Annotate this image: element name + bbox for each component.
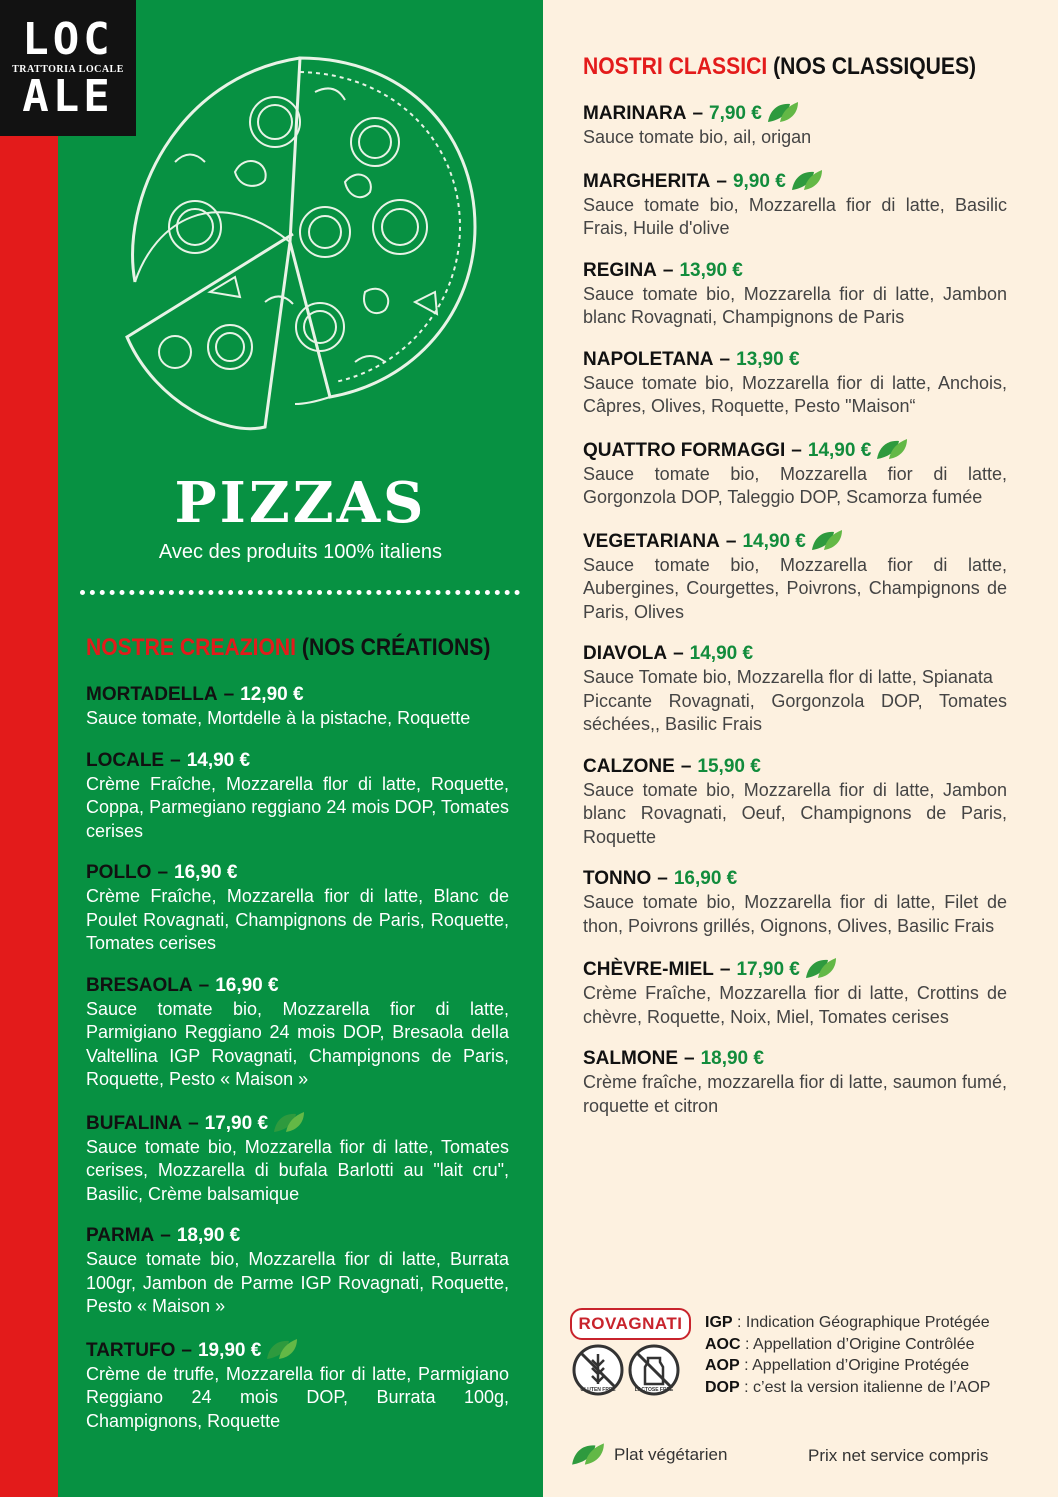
pizza-description: Crème de truffe, Mozzarella fior di latte, Parmigiano Reggiano 24 mois DOP, Burrata 100g, Champignons, Roquette	[86, 1363, 509, 1431]
right-section-title	[583, 53, 976, 81]
pizza-description: Sauce tomate bio, Mozzarella fior di latte, Basilic Frais, Huile d'olive	[583, 194, 1007, 238]
menu-item	[583, 100, 1007, 150]
menu-item-header	[86, 1224, 509, 1248]
pizza-price: 15,90 €	[697, 755, 761, 777]
pizza-name: POLLO	[86, 862, 152, 883]
menu-item-header	[583, 642, 1007, 666]
pizza-price: 19,90 €	[197, 1339, 262, 1361]
pizza-description: Crème fraîche, mozzarella fior di latte, saumon fumé, roquette et citron	[583, 1072, 1007, 1116]
menu-item	[583, 437, 1007, 510]
pizza-name: SALMONE	[583, 1048, 678, 1069]
dash: –	[181, 1339, 192, 1361]
legend-text: : Appellation d’Origine Protégée	[739, 1357, 970, 1374]
leaf-icon	[570, 1440, 606, 1468]
pizza-name: CALZONE	[583, 755, 675, 777]
pizza-price: 13,90 €	[679, 259, 743, 281]
dash: –	[188, 1112, 199, 1134]
left-section-title	[86, 634, 490, 662]
pizza-price: 16,90 €	[215, 974, 279, 996]
pizza-price: 18,90 €	[700, 1048, 764, 1069]
pizza-name: TONNO	[583, 868, 652, 889]
pizza-description: Sauce tomate bio, ail, origan	[583, 127, 812, 147]
menu-item	[86, 861, 509, 956]
leaf-icon	[810, 528, 844, 552]
pizza-price: 13,90 €	[736, 348, 800, 370]
menu-item-header	[86, 749, 509, 773]
logo-line2: ALE	[22, 71, 114, 122]
dash: –	[170, 749, 181, 771]
dash: –	[157, 862, 169, 883]
pizza-price: 7,90 €	[709, 103, 762, 124]
menu-item-header	[583, 168, 1007, 194]
menu-item-header	[86, 861, 509, 885]
pizza-name: MORTADELLA	[86, 684, 218, 705]
dash: –	[684, 1048, 695, 1069]
menu-item	[583, 642, 1007, 737]
pizza-name: NAPOLETANA	[583, 348, 714, 370]
leaf-icon	[875, 437, 909, 461]
pizza-name: MARINARA	[583, 103, 687, 124]
menu-item	[583, 1047, 1007, 1118]
menu-item	[583, 348, 1007, 419]
pizza-description: Sauce Tomate bio, Mozzarella flor di latte, Spianata Piccante Rovagnati, Gorgonzola DOP, Tomates séchées,, Basilic Frais	[583, 667, 1007, 734]
left-menu-list	[86, 683, 509, 1451]
right-menu-list	[583, 100, 1007, 1136]
dash: –	[198, 974, 210, 996]
menu-item	[583, 259, 1007, 330]
rovagnati-logo	[570, 1308, 691, 1340]
pizza-description: Sauce tomate bio, Mozzarella fior di latte, Jambon blanc Rovagnati, Champignons de Paris	[583, 283, 1007, 327]
pizza-description: Sauce tomate, Mortdelle à la pistache, Roquette	[86, 708, 471, 728]
pizza-name: TARTUFO	[86, 1339, 176, 1361]
menu-item-header	[583, 867, 1007, 891]
menu-item	[86, 749, 509, 844]
badge-label-gluten: GLUTEN FREE	[580, 1387, 616, 1393]
leaf-icon	[790, 168, 824, 192]
menu-item-header	[583, 348, 1007, 372]
logo-line1: LOC	[22, 14, 114, 65]
pizza-description: Sauce tomate bio, Mozzarella fior di latte, Tomates cerises, Mozzarella di bufala Barlotti au "lait cru", Basilic, Crème balsamique	[86, 1136, 509, 1204]
pizza-description: Sauce tomate bio, Mozzarella fior di latte, Gorgonzola DOP, Taleggio DOP, Scamorza fumée	[583, 463, 1007, 507]
page-title: PIZZAS	[174, 470, 427, 536]
menu-item-header	[86, 1337, 509, 1363]
legend-row	[705, 1312, 990, 1334]
pizza-price: 14,90 €	[807, 439, 872, 461]
menu-item	[86, 683, 509, 731]
pizza-description: Sauce tomate bio, Mozzarella fior di latte, Anchois, Câpres, Olives, Roquette, Pesto "Maison“	[583, 372, 1007, 416]
menu-item-header	[86, 1110, 509, 1136]
pizza-description: Sauce tomate bio, Mozzarella fior di latte, Jambon blanc Rovagnati, Oeuf, Champignons de Paris, Roquette	[583, 779, 1007, 847]
abbreviation-legend	[705, 1312, 990, 1398]
menu-item-header	[583, 956, 1007, 982]
menu-item	[583, 168, 1007, 241]
left-section-title-red: NOSTRE CREAZIONI	[86, 634, 297, 661]
dash: –	[673, 643, 684, 664]
dash: –	[719, 959, 731, 980]
leaf-icon	[265, 1337, 299, 1361]
dash: –	[725, 530, 737, 552]
pizza-description: Sauce tomate bio, Mozzarella fior di latte, Filet de thon, Poivrons grillés, Oignons, Olives, Basilic Frais	[583, 892, 1007, 936]
pizza-description: Crème Fraîche, Mozzarella fior di latte, Crottins de chèvre, Roquette, Noix, Miel, Tomates cerises	[583, 983, 1007, 1027]
menu-item-header	[86, 683, 509, 707]
pizza-price: 12,90 €	[240, 684, 304, 705]
dash: –	[680, 755, 692, 777]
service-note: Prix net service compris	[808, 1446, 989, 1465]
menu-item	[583, 528, 1007, 625]
legend-text: : Indication Géographique Protégée	[732, 1314, 990, 1331]
right-section-title-red: NOSTRI CLASSICI	[583, 53, 768, 80]
legend-text: : Appellation d’Origine Contrôlée	[740, 1335, 975, 1353]
legend-abbr: IGP	[705, 1314, 733, 1331]
pizza-description: Crème Fraîche, Mozzarella flor di latte, Roquette, Coppa, Parmegiano reggiano 24 mois DOP, Tomates cerises	[86, 773, 509, 841]
menu-item-header	[583, 528, 1007, 554]
menu-item-header	[583, 437, 1007, 463]
pizza-illustration	[115, 52, 480, 437]
pizza-name: LOCALE	[86, 749, 165, 771]
pizza-description: Sauce tomate bio, Mozzarella fior di latte, Burrata 100gr, Jambon de Parme IGP Rovagnati, Roquette, Pesto « Maison »	[86, 1249, 509, 1316]
lactose-free-icon	[630, 1346, 678, 1394]
legend-abbr: DOP	[705, 1378, 740, 1396]
badge-label-lactose: LACTOSE FREE	[634, 1387, 674, 1393]
pizza-price: 16,90 €	[673, 868, 738, 889]
dash: –	[791, 439, 802, 461]
pizza-description: Crème Fraîche, Mozzarella fior di latte, Blanc de Poulet Rovagnati, Champignons de Paris, Roquette, Tomates cerises	[86, 886, 509, 953]
pizza-description: Sauce tomate bio, Mozzarella fior di latte, Parmigiano Reggiano 24 mois DOP, Bresaola della Valtellina IGP Rovagnati, Champignons de Paris, Roquette, Pesto « Maison »	[86, 998, 509, 1089]
page-subtitle: Avec des produits 100% italiens	[158, 541, 443, 563]
menu-item	[86, 1337, 509, 1434]
pizza-description: Sauce tomate bio, Mozzarella fior di latte, Aubergines, Courgettes, Poivrons, Champignons de Paris, Olives	[583, 554, 1007, 622]
dash: –	[662, 259, 674, 281]
left-section-title-black: (NOS CRÉATIONS)	[301, 634, 491, 661]
pizza-name: CHÈVRE-MIEL	[583, 959, 714, 980]
red-strip	[0, 0, 58, 1497]
menu-item	[86, 1224, 509, 1319]
allergen-badges	[572, 1344, 682, 1400]
menu-item-header	[583, 100, 1007, 126]
pizza-price: 17,90 €	[204, 1112, 269, 1134]
legend-row	[705, 1334, 990, 1356]
menu-item-header	[86, 974, 509, 998]
leaf-icon	[272, 1110, 306, 1134]
pizza-name: DIAVOLA	[583, 643, 668, 664]
dotted-divider	[80, 590, 520, 595]
legend-abbr: AOP	[705, 1357, 740, 1374]
dash: –	[719, 348, 731, 370]
vegetarian-legend	[570, 1440, 727, 1468]
pizza-name: BRESAOLA	[86, 974, 193, 996]
pizza-name: BUFALINA	[86, 1112, 183, 1134]
dash: –	[716, 170, 727, 192]
pizza-name: REGINA	[583, 259, 657, 281]
legend-row	[705, 1355, 990, 1377]
pizza-name: VEGETARIANA	[583, 530, 720, 552]
legend-row	[705, 1377, 990, 1399]
logo-tagline: TRATTORIA LOCALE	[12, 64, 124, 75]
leaf-icon	[804, 956, 838, 980]
pizza-price: 17,90 €	[736, 959, 800, 980]
dash: –	[160, 1225, 171, 1246]
legend-abbr: AOC	[705, 1335, 741, 1353]
gluten-free-icon	[574, 1346, 622, 1394]
pizza-name: PARMA	[86, 1225, 155, 1246]
menu-item-header	[583, 259, 1007, 283]
menu-item-header	[583, 1047, 1007, 1071]
menu-item-header	[583, 755, 1007, 779]
pizza-name: MARGHERITA	[583, 170, 711, 192]
dash: –	[223, 684, 235, 705]
pizza-price: 14,90 €	[742, 530, 806, 552]
legend-text: : c’est la version italienne de l’AOP	[739, 1378, 991, 1396]
leaf-icon	[766, 100, 800, 124]
menu-item	[583, 867, 1007, 938]
pizza-price: 14,90 €	[689, 643, 754, 664]
menu-item	[86, 974, 509, 1092]
pizza-price: 18,90 €	[176, 1225, 241, 1246]
brand-name: ROVAGNATI	[578, 1314, 683, 1333]
pizza-price: 14,90 €	[186, 749, 251, 771]
dash: –	[657, 868, 668, 889]
menu-item	[86, 1110, 509, 1207]
dash: –	[692, 103, 704, 124]
right-section-title-black: (NOS CLASSIQUES)	[773, 53, 977, 80]
vegetarian-label: Plat végétarien	[614, 1445, 728, 1464]
pizza-price: 16,90 €	[174, 862, 238, 883]
pizza-price: 9,90 €	[732, 170, 786, 192]
pizza-name: QUATTRO FORMAGGI	[583, 439, 786, 461]
menu-item	[583, 956, 1007, 1029]
menu-item	[583, 755, 1007, 850]
